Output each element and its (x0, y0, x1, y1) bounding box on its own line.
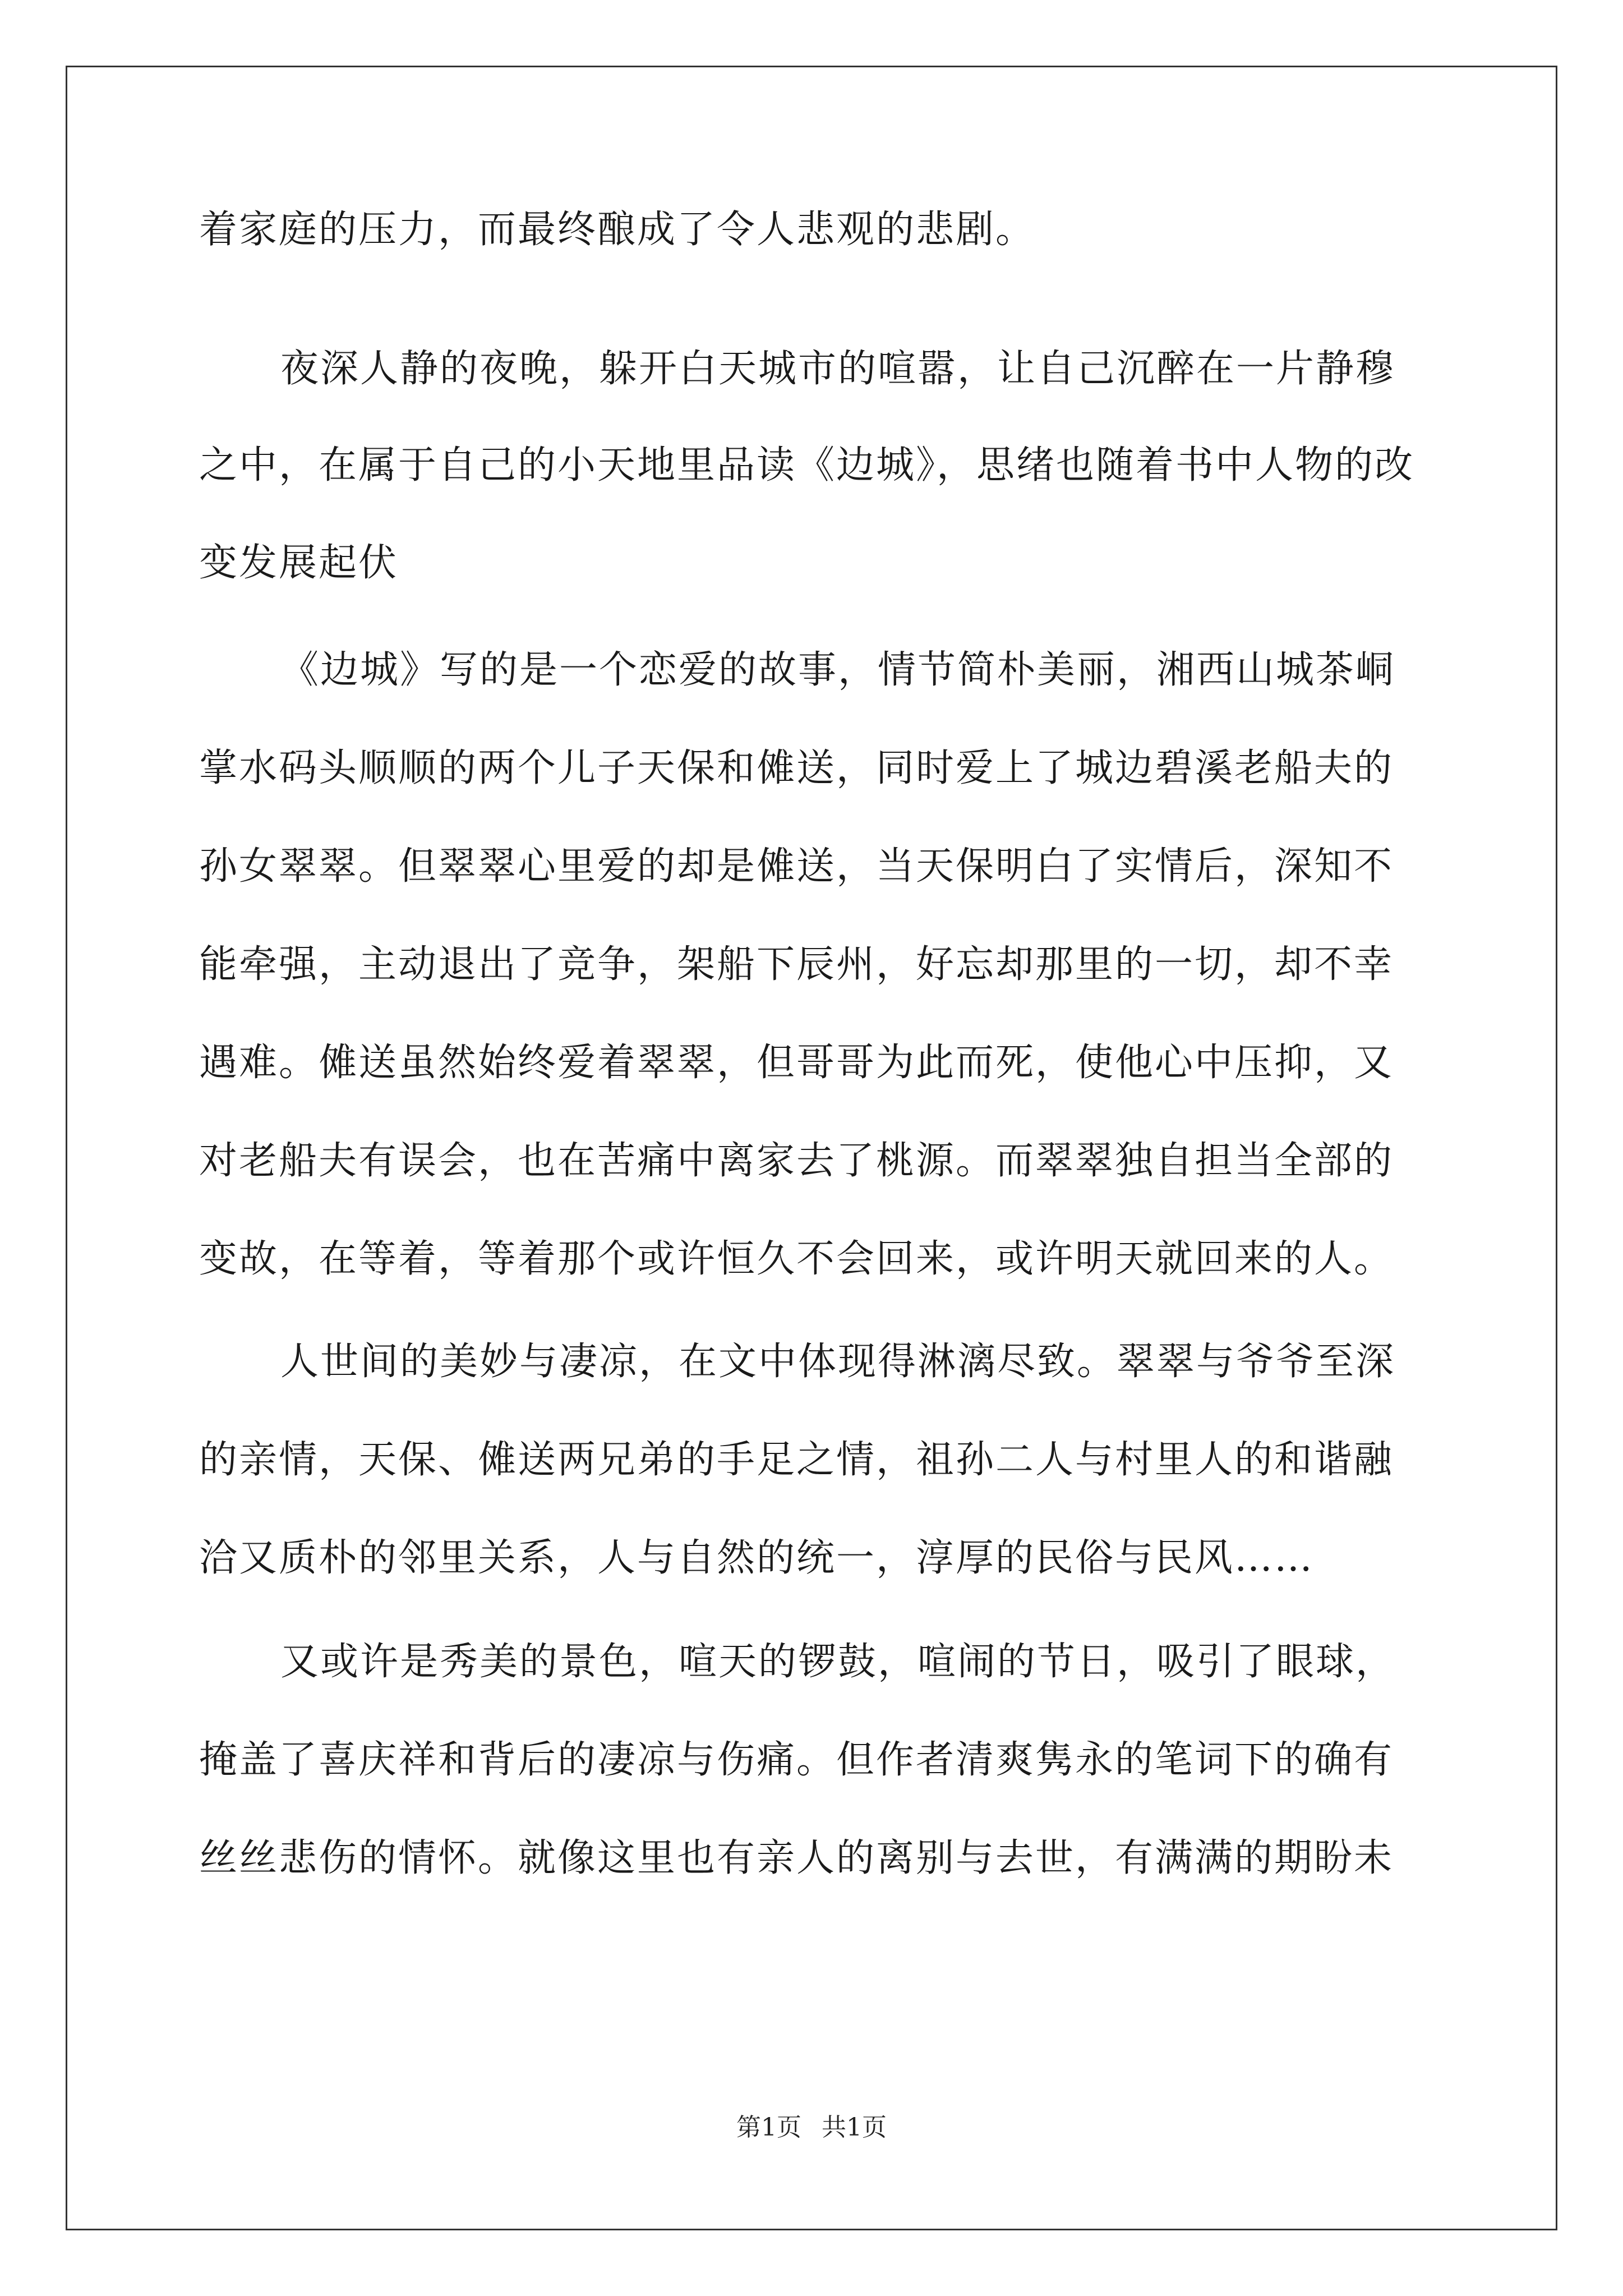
text-line: 的亲情，天保、傩送两兄弟的手足之情，祖孙二人与村里人的和谐融 (199, 1438, 1394, 1482)
text-line: 丝丝悲伤的情怀。就像这里也有亲人的离别与去世，有满满的期盼未 (199, 1836, 1394, 1880)
text-line: 变发展起伏 (199, 541, 399, 585)
text-line: 人世间的美妙与凄凉，在文中体现得淋漓尽致。翠翠与爷爷至深 (280, 1340, 1396, 1384)
text-line: 变故，在等着，等着那个或许恒久不会回来，或许明天就回来的人。 (199, 1237, 1394, 1281)
text-line: 洽又质朴的邻里关系，人与自然的统一，淳厚的民俗与民风…… (199, 1536, 1315, 1580)
text-line: 夜深人静的夜晚，躲开白天城市的喧嚣，让自己沉醉在一片静穆 (280, 347, 1396, 391)
text-line: 之中，在属于自己的小天地里品读《边城》，思绪也随着书中人物的改 (199, 443, 1415, 487)
text-line: 又或许是秀美的景色，喧天的锣鼓，喧闹的节日，吸引了眼球， (280, 1640, 1396, 1684)
text-line: 掌水码头顺顺的两个儿子天保和傩送，同时爱上了城边碧溪老船夫的 (199, 746, 1394, 790)
text-line: 对老船夫有误会，也在苦痛中离家去了桃源。而翠翠独自担当全部的 (199, 1139, 1394, 1183)
page-footer (0, 2111, 1623, 2145)
page-number-current: 第1页 (736, 2113, 801, 2142)
text-line: 着家庭的压力，而最终酿成了令人悲观的悲剧。 (199, 208, 1036, 252)
text-line: 掩盖了喜庆祥和背后的凄凉与伤痛。但作者清爽隽永的笔词下的确有 (199, 1738, 1394, 1782)
page-number-total: 共1页 (822, 2113, 887, 2142)
text-line: 能牵强，主动退出了竞争，架船下辰州，好忘却那里的一切，却不幸 (199, 942, 1394, 987)
text-line: 《边城》写的是一个恋爱的故事，情节简朴美丽，湘西山城茶峒 (280, 648, 1396, 692)
text-line: 孙女翠翠。但翠翠心里爱的却是傩送，当天保明白了实情后，深知不 (199, 844, 1394, 889)
text-line: 遇难。傩送虽然始终爱着翠翠，但哥哥为此而死，使他心中压抑，又 (199, 1041, 1394, 1085)
